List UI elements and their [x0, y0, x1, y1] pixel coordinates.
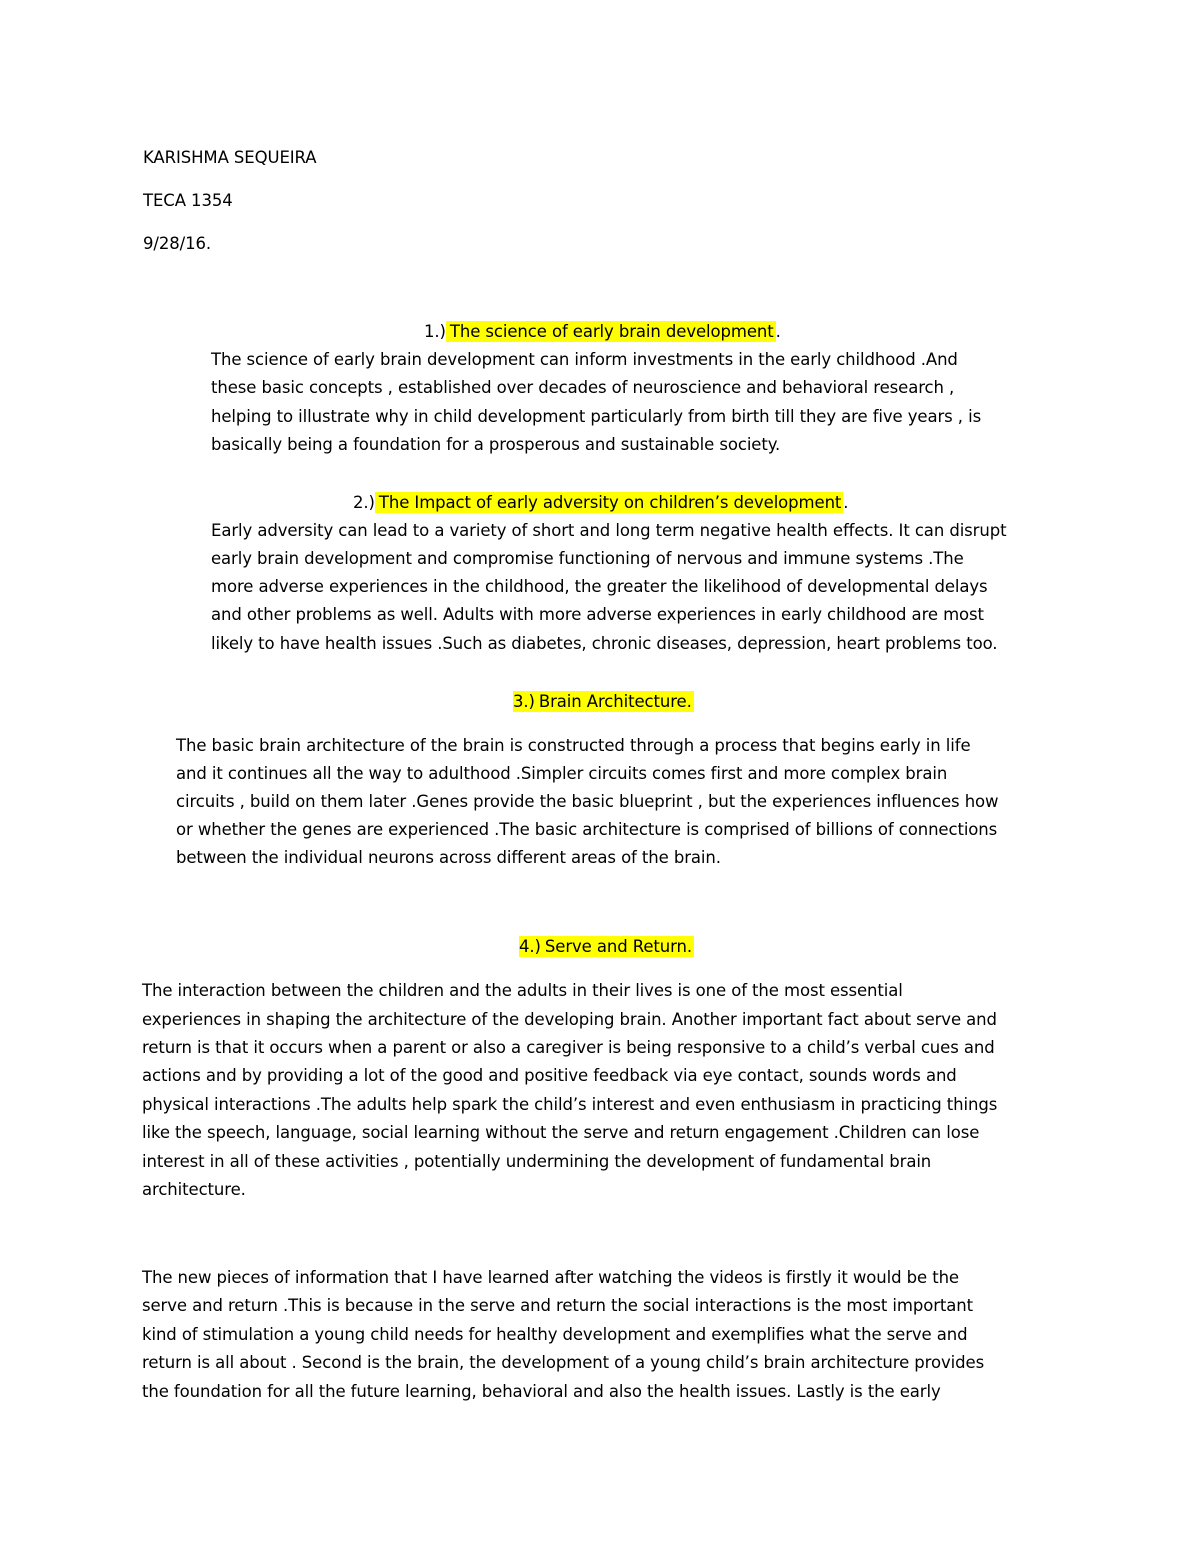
section-4-line: like the speech, language, social learning without the serve and return engagement .Children can lose: [142, 1123, 980, 1142]
section-2-heading: [353, 493, 848, 513]
section-4-line: actions and by providing a lot of the good and positive feedback via eye contact, sounds words and: [142, 1066, 957, 1085]
section-4-number: 4.): [519, 937, 541, 956]
closing-line: serve and return .This is because in the serve and return the social interactions is the most important: [142, 1296, 973, 1315]
section-3-line: and it continues all the way to adulthood .Simpler circuits comes first and more complex brain: [176, 764, 948, 783]
section-2-line: likely to have health issues .Such as diabetes, chronic diseases, depression, heart problems too.: [211, 634, 998, 653]
section-3-title: Brain Architecture.: [538, 692, 692, 711]
section-4-line: interest in all of these activities , potentially undermining the development of fundamental brain: [142, 1152, 932, 1171]
section-4-line: return is that it occurs when a parent or also a caregiver is being responsive to a child’s verbal cues and: [142, 1038, 995, 1057]
section-1-line: these basic concepts , established over decades of neuroscience and behavioral research ,: [211, 378, 955, 397]
section-2-line: and other problems as well. Adults with more adverse experiences in early childhood are most: [211, 605, 984, 624]
closing-line: kind of stimulation a young child needs for healthy development and exemplifies what the serve and: [142, 1325, 968, 1344]
document-date: 9/28/16.: [143, 234, 212, 253]
section-2-line: early brain development and compromise functioning of nervous and immune systems .The: [211, 549, 964, 568]
section-1-title-suffix: .: [775, 322, 781, 341]
section-1-number: 1.): [424, 322, 446, 341]
closing-line: the foundation for all the future learning, behavioral and also the health issues. Lastly is the early: [142, 1382, 941, 1401]
section-2-title: The Impact of early adversity on children’s development: [378, 493, 842, 512]
section-1-heading: [424, 322, 781, 342]
section-3-line: between the individual neurons across different areas of the brain.: [176, 848, 721, 867]
author-name: KARISHMA SEQUEIRA: [143, 148, 317, 167]
course-code: TECA 1354: [143, 191, 233, 210]
section-3-heading: [513, 692, 694, 712]
section-1-title: The science of early brain development: [449, 322, 774, 341]
closing-line: The new pieces of information that I have learned after watching the videos is firstly it would be the: [142, 1268, 959, 1287]
section-1-line: The science of early brain development can inform investments in the early childhood .And: [211, 350, 958, 369]
section-3-line: or whether the genes are experienced .The basic architecture is comprised of billions of connections: [176, 820, 998, 839]
section-4-heading: [519, 937, 694, 957]
section-4-title: Serve and Return.: [544, 937, 693, 956]
section-2-title-highlight: [375, 492, 843, 513]
section-2-title-suffix: .: [843, 493, 849, 512]
section-1-line: helping to illustrate why in child development particularly from birth till they are five years , is: [211, 407, 982, 426]
closing-line: return is all about . Second is the brain, the development of a young child’s brain architecture provides: [142, 1353, 985, 1372]
section-2-number: 2.): [353, 493, 375, 512]
section-4-title-highlight: [519, 936, 694, 957]
section-1-line: basically being a foundation for a prosperous and sustainable society.: [211, 435, 781, 454]
section-3-line: The basic brain architecture of the brain is constructed through a process that begins early in life: [176, 736, 971, 755]
section-3-line: circuits , build on them later .Genes provide the basic blueprint , but the experiences influences how: [176, 792, 999, 811]
section-4-line: experiences in shaping the architecture of the developing brain. Another important fact about serve and: [142, 1010, 997, 1029]
section-3-number: 3.): [513, 692, 535, 711]
section-4-line: The interaction between the children and the adults in their lives is one of the most essential: [142, 981, 903, 1000]
section-4-line: architecture.: [142, 1180, 246, 1199]
section-2-line: more adverse experiences in the childhood, the greater the likelihood of developmental delays: [211, 577, 988, 596]
section-3-title-highlight: [513, 691, 694, 712]
section-2-line: Early adversity can lead to a variety of short and long term negative health effects. It can disrupt: [211, 521, 1007, 540]
section-1-title-highlight: [446, 321, 776, 342]
section-4-line: physical interactions .The adults help spark the child’s interest and even enthusiasm in practicing things: [142, 1095, 998, 1114]
